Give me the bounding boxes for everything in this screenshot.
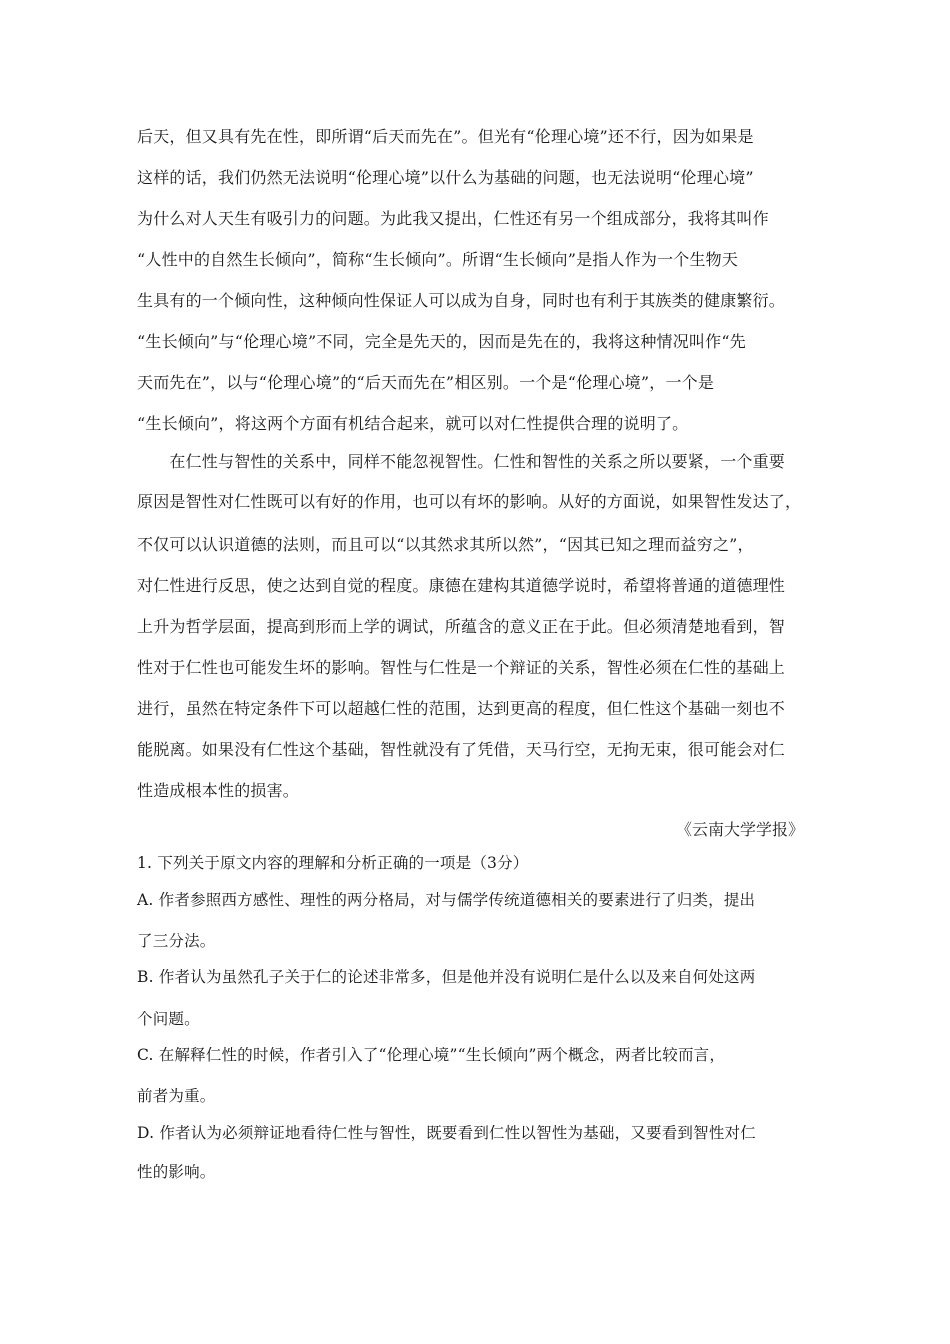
text-line: 这样的话，我们仍然无法说明“伦理心境”以什么为基础的问题，也无法说明“伦理心境” [137,168,754,187]
text-line: 对仁性进行反思，使之达到自觉的程度。康德在建构其道德学说时，希望将普通的道德理性 [137,576,786,595]
text-line: 能脱离。如果没有仁性这个基础，智性就没有了凭借，天马行空，无拘无束，很可能会对仁 [137,740,786,759]
option-c-continued: 前者为重。 [137,1087,216,1105]
option-d: D. 作者认为必须辩证地看待仁性与智性，既要看到仁性以智性为基础，又要看到智性对仁 [137,1124,756,1142]
option-b: B. 作者认为虽然孔子关于仁的论述非常多，但是他并没有说明仁是什么以及来自何处这两 [137,968,756,986]
text-line: “生长倾向”，将这两个方面有机结合起来，就可以对仁性提供合理的说明了。 [137,414,689,433]
text-line: 不仅可以认识道德的法则，而且可以“以其然求其所以然”，“因其已知之理而益穷之”， [137,535,754,554]
text-line: 上升为哲学层面，提高到形而上学的调试，所蕴含的意义正在于此。但必须清楚地看到，智 [137,617,786,636]
option-b-continued: 个问题。 [137,1010,200,1028]
text-line: “生长倾向”与“伦理心境”不同，完全是先天的，因而是先在的，我将这种情况叫作“先 [137,332,746,351]
text-line: 生具有的一个倾向性，这种倾向性保证人可以成为自身，同时也有利于其族类的健康繁衍。 [137,291,786,310]
option-d-continued: 性的影响。 [137,1163,216,1181]
passage-source: 《云南大学学报》 [675,820,804,839]
question-stem: 1. 下列关于原文内容的理解和分析正确的一项是（3分） [137,854,529,872]
text-line: 后天，但又具有先在性，即所谓“后天而先在”。但光有“伦理心境”还不行，因为如果是 [137,127,754,146]
text-line: 天而先在”，以与“伦理心境”的“后天而先在”相区别。一个是“伦理心境”，一个是 [137,373,715,392]
text-line: 在仁性与智性的关系中，同样不能忽视智性。仁性和智性的关系之所以要紧，一个重要 [137,452,786,471]
text-line: “人性中的自然生长倾向”，简称“生长倾向”。所谓“生长倾向”是指人作为一个生物天 [137,250,739,269]
text-line: 原因是智性对仁性既可以有好的作用，也可以有坏的影响。从好的方面说，如果智性发达了， [137,492,802,511]
text-line: 为什么对人天生有吸引力的问题。为此我又提出，仁性还有另一个组成部分，我将其叫作 [137,209,769,228]
option-a: A. 作者参照西方感性、理性的两分格局，对与儒学传统道德相关的要素进行了归类，提出 [137,891,756,909]
option-a-continued: 了三分法。 [137,932,216,950]
text-line: 性对于仁性也可能发生坏的影响。智性与仁性是一个辩证的关系，智性必须在仁性的基础上 [137,658,786,677]
option-c: C. 在解释仁性的时候，作者引入了“伦理心境”“生长倾向”两个概念，两者比较而言， [137,1046,726,1064]
text-line: 进行，虽然在特定条件下可以超越仁性的范围，达到更高的程度，但仁性这个基础一刻也不 [137,699,786,718]
text-line: 性造成根本性的损害。 [137,781,300,800]
